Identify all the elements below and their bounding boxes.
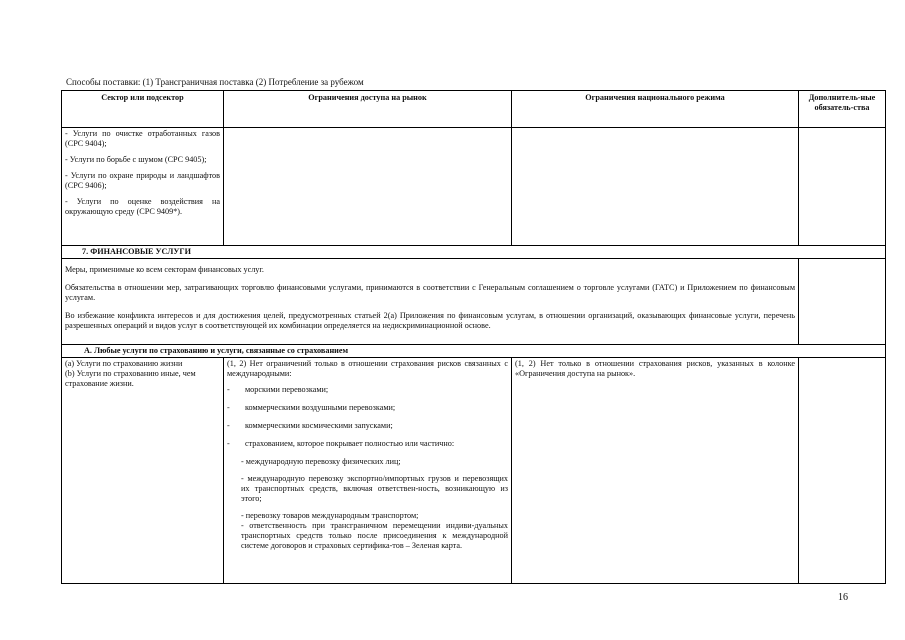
bullet-text: морскими перевозками; — [245, 385, 329, 394]
modes-of-supply-caption: Способы поставки: (1) Трансграничная поставка (2) Потребление за рубежом — [66, 77, 364, 87]
section-7-title: 7. ФИНАНСОВЫЕ УСЛУГИ — [62, 246, 886, 259]
insurance-additional-cell — [799, 358, 886, 584]
insurance-sector-cell — [62, 358, 224, 584]
header-additional-commitments: Дополнитель-ные обязатель-ства — [799, 91, 886, 128]
market-access-bullet — [227, 439, 508, 449]
market-access-bullet — [227, 421, 508, 431]
bullet-dash: - — [227, 421, 230, 430]
environment-sector-cell — [62, 128, 224, 246]
commitments-table — [61, 90, 886, 584]
market-access-green-card: - ответственность при трансграничном перемещении индиви-дуальных транспортных средств только после присоединения к международной системе договоров и страховых сертифика-тов – Зеленая карта. — [241, 521, 508, 550]
environment-services-row — [62, 128, 886, 246]
sector-item: - Услуги по оценке воздействия на окружающую среду (CPC 9409*). — [65, 197, 220, 216]
section-7-title-row — [62, 246, 886, 259]
insurance-row — [62, 358, 886, 584]
insurance-sector-item: (a) Услуги по страхованию жизни — [65, 359, 183, 368]
market-access-lead: (1, 2) Нет ограничений только в отношении страхования рисков связанных с международными: — [227, 359, 508, 378]
bullet-dash: - — [227, 385, 230, 394]
insurance-sector-item: (b) Услуги по страхованию иные, чем страхование жизни. — [65, 369, 196, 388]
environment-additional-cell — [799, 128, 886, 246]
subsection-a-title-row — [62, 345, 886, 358]
header-sector: Сектор или подсектор — [62, 91, 224, 128]
general-measures-additional-cell — [799, 259, 886, 345]
sector-item: - Услуги по очистке отработанных газов (CPC 9404); — [65, 129, 220, 148]
subsection-a-title: А. Любые услуги по страхованию и услуги, связанные со страхованием — [62, 345, 886, 358]
environment-national-treatment-cell — [512, 128, 799, 246]
header-national-treatment: Ограничения национального режима — [512, 91, 799, 128]
header-market-access: Ограничения доступа на рынок — [224, 91, 512, 128]
general-measure-paragraph: Обязательства в отношении мер, затрагивающих торговлю финансовыми услугами, принимаются в соответствии с Генеральным соглашением о торговле услугами (ГАТС) и Приложением по финансовым услугам. — [65, 283, 795, 302]
bullet-text: коммерческими воздушными перевозками; — [245, 403, 396, 412]
bullet-dash: - — [227, 403, 230, 412]
market-access-bullet — [227, 403, 508, 413]
bullet-text: страхованием, которое покрывает полностью или частично: — [245, 439, 455, 448]
market-access-subitem: - международную перевозку экспортно/импортных грузов и перевозящих их транспортных средств, включая ответствен-ность, возникающую из этого; — [241, 474, 508, 503]
environment-market-access-cell — [224, 128, 512, 246]
general-measures-row — [62, 259, 886, 345]
header-row — [62, 91, 886, 128]
general-measure-paragraph: Меры, применимые ко всем секторам финансовых услуг. — [65, 265, 264, 274]
market-access-subitem: - международную перевозку физических лиц; — [241, 457, 401, 466]
bullet-dash: - — [227, 439, 230, 448]
insurance-market-access-cell — [224, 358, 512, 584]
general-measure-paragraph: Во избежание конфликта интересов и для достижения целей, предусмотренных статьей 2(а) Приложения по финансовым услугам, в отношении организаций, оказывающих финансовые услуги, перечень разрешенных операций и видов услуг в соответствующей их комбинации определяется на недискриминационной основе. — [65, 311, 795, 330]
insurance-national-treatment-cell: (1, 2) Нет только в отношении страхования рисков, указанных в колонке «Ограничения доступа на рынок». — [512, 358, 799, 584]
market-access-bullet — [227, 385, 508, 395]
market-access-subitem: - перевозку товаров международным транспортом; — [241, 511, 419, 520]
general-measures-cell — [62, 259, 799, 345]
sector-item: - Услуги по охране природы и ландшафтов (CPC 9406); — [65, 171, 220, 190]
sector-item: - Услуги по борьбе с шумом (CPC 9405); — [65, 155, 207, 164]
bullet-text: коммерческими космическими запусками; — [245, 421, 393, 430]
page-number: 16 — [838, 592, 848, 603]
